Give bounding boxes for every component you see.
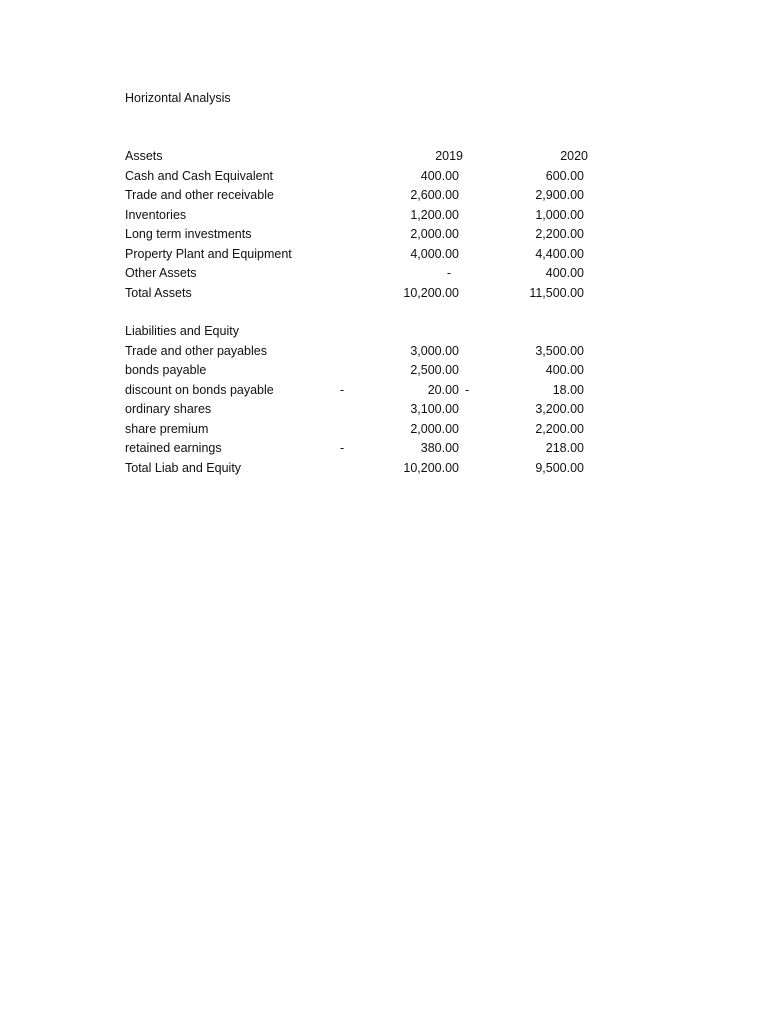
row-label: Inventories bbox=[125, 207, 187, 222]
table-row bbox=[0, 400, 768, 419]
value-2019: 10,200.00 bbox=[403, 285, 459, 300]
value-2020: 2,200.00 bbox=[535, 227, 584, 241]
value-2020: 11,500.00 bbox=[529, 285, 584, 300]
liabilities-section-label: Liabilities and Equity bbox=[125, 324, 239, 338]
table-row bbox=[0, 186, 768, 205]
row-label: Trade and other payables bbox=[125, 343, 267, 358]
value-2019: 2,500.00 bbox=[410, 363, 459, 377]
table-row bbox=[0, 420, 768, 439]
value-2020: 400.00 bbox=[545, 363, 584, 377]
row-label: Total Liab and Equity bbox=[125, 460, 242, 475]
value-2020: 218.00 bbox=[545, 441, 584, 455]
row-label: share premium bbox=[125, 421, 209, 436]
value-2019: 20.00 bbox=[427, 382, 459, 397]
value-2019: 10,200.00 bbox=[403, 460, 459, 475]
table-row bbox=[0, 206, 768, 225]
assets-header-row bbox=[0, 147, 768, 166]
row-label: Trade and other receivable bbox=[125, 188, 274, 202]
value-2020: 9,500.00 bbox=[535, 460, 584, 475]
year-2020-header: 2020 bbox=[560, 149, 588, 163]
sign-2019: - bbox=[340, 382, 345, 397]
row-label: Long term investments bbox=[125, 227, 252, 241]
table-row bbox=[0, 459, 768, 478]
value-2020: 600.00 bbox=[545, 168, 584, 183]
value-2020: 2,200.00 bbox=[535, 421, 584, 436]
value-2020: 3,500.00 bbox=[535, 343, 584, 358]
table-row bbox=[0, 284, 768, 303]
row-label: discount on bonds payable bbox=[125, 382, 274, 397]
year-2019-header: 2019 bbox=[435, 149, 463, 163]
value-2019: 1,200.00 bbox=[410, 207, 459, 222]
row-label: Other Assets bbox=[125, 266, 197, 280]
value-2019: 400.00 bbox=[420, 168, 459, 183]
value-2019: - bbox=[446, 266, 451, 280]
table-row bbox=[0, 439, 768, 458]
table-row bbox=[0, 342, 768, 361]
value-2019: 3,000.00 bbox=[410, 343, 459, 358]
table-row bbox=[0, 225, 768, 244]
value-2019: 2,600.00 bbox=[410, 188, 459, 202]
table-row bbox=[0, 361, 768, 380]
value-2019: 380.00 bbox=[420, 441, 459, 455]
sign-2019: - bbox=[340, 441, 345, 455]
value-2019: 3,100.00 bbox=[410, 402, 459, 416]
value-2020: 3,200.00 bbox=[535, 402, 584, 416]
table-row bbox=[0, 245, 768, 264]
sign-2020: - bbox=[465, 382, 470, 397]
page-title: Horizontal Analysis bbox=[125, 91, 231, 105]
value-2020: 4,400.00 bbox=[535, 246, 584, 261]
row-label: Cash and Cash Equivalent bbox=[125, 168, 274, 183]
table-row bbox=[0, 381, 768, 400]
value-2019: 4,000.00 bbox=[410, 246, 459, 261]
value-2019: 2,000.00 bbox=[410, 421, 459, 436]
row-label: retained earnings bbox=[125, 441, 222, 455]
table-row bbox=[0, 264, 768, 283]
value-2020: 18.00 bbox=[552, 382, 584, 397]
row-label: bonds payable bbox=[125, 363, 207, 377]
table-row bbox=[0, 167, 768, 186]
value-2019: 2,000.00 bbox=[410, 227, 459, 241]
assets-section-label: Assets bbox=[125, 149, 163, 163]
row-label: Property Plant and Equipment bbox=[125, 246, 292, 261]
value-2020: 1,000.00 bbox=[535, 207, 584, 222]
row-label: ordinary shares bbox=[125, 402, 212, 416]
row-label: Total Assets bbox=[125, 285, 192, 300]
liabilities-header-row bbox=[0, 322, 768, 341]
value-2020: 400.00 bbox=[545, 266, 584, 280]
value-2020: 2,900.00 bbox=[535, 188, 584, 202]
